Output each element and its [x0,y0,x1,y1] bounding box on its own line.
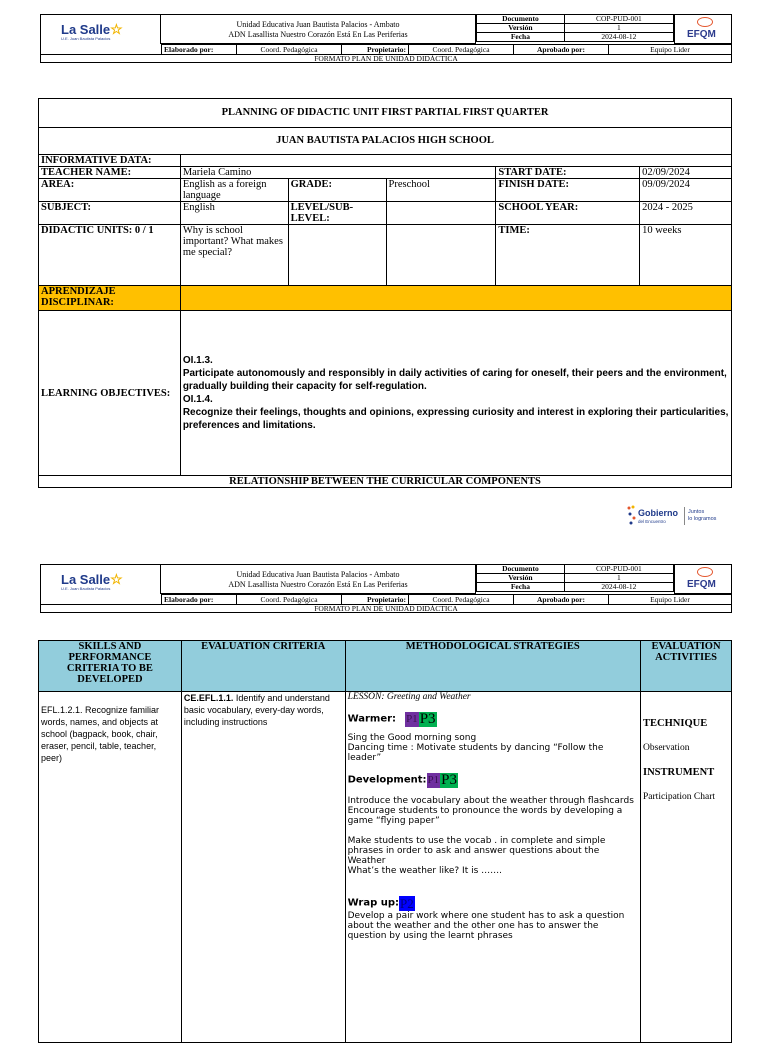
development-label: Development: [347,774,427,786]
area-value: English as a foreign language [180,179,288,202]
development-line: What’s the weather like? It is ……. [347,866,503,876]
blank-cell [41,45,162,55]
start-date-label: START DATE: [496,167,640,179]
document-meta [476,564,674,592]
criteria-code: CE.EFL.1.1. [183,693,234,703]
gobierno-name: Gobierno [638,508,678,518]
learning-objectives-label: LEARNING OBJECTIVES: [39,311,181,476]
aprobado-value: Equipo Lider [609,45,732,55]
institution-line2: ADN Lasallista Nuestro Corazón Está En Las Periferias [228,30,408,39]
subject-label: SUBJECT: [39,202,181,225]
meta-value: COP-PUD-001 [564,15,673,24]
meta-value: COP-PUD-001 [564,565,673,574]
divider [684,507,685,525]
p1-badge: P1 [406,713,418,725]
aprobado-value: Equipo Lider [609,595,732,605]
warmer-heading [348,712,638,727]
informative-label: INFORMATIVE DATA: [39,155,181,167]
relationship-title: RELATIONSHIP BETWEEN THE CURRICULAR COMPONENTS [39,476,732,488]
star-icon: ☆ [110,571,123,587]
didactic-units-label: DIDACTIC UNITS: 0 / 1 [39,225,181,286]
start-date-value: 02/09/2024 [640,167,732,179]
efqm-logo [674,564,732,594]
wrapup-label: Wrap up: [347,897,400,909]
finish-date-label: FINISH DATE: [496,179,640,202]
skills-table [38,640,732,1043]
objective-code: OI.1.4. [182,394,213,405]
grade-label: GRADE: [288,179,386,202]
gobierno-logo [624,502,730,532]
p2-badge: P2 [400,896,414,911]
meta-value: 2024-08-12 [564,33,673,42]
meta-label: Fecha [477,33,565,42]
plan-title: PLANNING OF DIDACTIC UNIT FIRST PARTIAL FIRST QUARTER [39,99,732,128]
blank-cell [41,595,162,605]
meta-value: 1 [564,574,673,583]
header-skills: SKILLS AND PERFORMANCE CRITERIA TO BE DEVELOPED [39,641,182,692]
logo-subtitle: U.E. Juan Bautista Palacios [61,36,111,41]
propietario-label: Propietario: [342,595,409,605]
institution-line1: Unidad Educativa Juan Bautista Palacios - Ambato [236,570,400,579]
blank-cell [386,225,496,286]
efqm-logo [674,14,732,44]
wrapup-heading [348,896,638,911]
criteria-cell [181,692,345,1043]
efqm-icon [697,567,713,577]
propietario-value: Coord. Pedagógica [409,45,514,55]
meta-label: Documento [477,565,565,574]
teacher-label: TEACHER NAME: [39,167,181,179]
elaborado-label: Elaborado por: [162,595,237,605]
aprendizaje-label: APRENDIZAJE DISCIPLINAR: [39,286,181,311]
learning-objectives-value [180,311,731,476]
p3-badge: P3 [441,772,457,788]
blank-cell [288,225,386,286]
meta-value: 2024-08-12 [564,583,673,592]
warmer-label: Warmer: [347,713,397,725]
level-value [386,202,496,225]
development-heading [348,773,638,788]
school-year-label: SCHOOL YEAR: [496,202,640,225]
aprobado-label: Aprobado por: [514,45,609,55]
strategies-cell [345,692,640,1043]
development-line: Encourage students to pronounce the words by developing a game “flying paper” [347,806,623,826]
technique-label: TECHNIQUE [643,718,708,729]
didactic-units-value: Why is school important? What makes me special? [180,225,288,286]
planning-table [38,98,732,488]
blank-cell [180,155,731,167]
star-icon: ☆ [110,21,123,37]
document-meta [476,14,674,42]
header-activities: EVALUATION ACTIVITIES [641,641,732,692]
development-line: Make students to use the vocab . in complete and simple phrases in order to ask and answer questions about the Weather [347,836,606,866]
document-header [40,14,732,64]
warmer-line: Dancing time : Motivate students by dancing “Follow the leader” [347,743,604,763]
lasalle-logo [40,14,161,45]
activities-cell [641,692,732,1043]
instrument-label: INSTRUMENT [643,767,715,778]
objective-text: Participate autonomously and responsibly in daily activities of caring for oneself, their peers and the environment, gradually building their capacity for self-regulation. [182,368,727,392]
school-name: JUAN BAUTISTA PALACIOS HIGH SCHOOL [39,128,732,155]
logo-subtitle: U.E. Juan Bautista Palacios [61,586,111,591]
efqm-text: EFQM [687,29,716,40]
p3-badge: P3 [419,711,436,727]
school-year-value: 2024 - 2025 [640,202,732,225]
development-line: Introduce the vocabulary about the weather through flashcards [347,796,634,806]
propietario-label: Propietario: [342,45,409,55]
format-title: FORMATO PLAN DE UNIDAD DIDÁCTICA [40,604,732,613]
time-label: TIME: [496,225,640,286]
logo-text: La Salle☆ [61,571,123,587]
warmer-line: Sing the Good morning song [347,733,477,743]
header-strategies: METHODOLOGICAL STRATEGIES [345,641,640,692]
objective-code: OI.1.3. [182,355,213,366]
criteria-text: Identify and understand basic vocabulary, every-day words, including instructions [183,693,330,727]
elaborado-label: Elaborado por: [162,45,237,55]
efqm-icon [697,17,713,27]
propietario-value: Coord. Pedagógica [409,595,514,605]
gobierno-sub: del Encuentro [638,519,666,524]
lesson-title: LESSON: Greeting and Weather [347,692,471,702]
p1-badge: P1 [427,774,440,786]
time-value: 10 weeks [640,225,732,286]
elaborado-value: Coord. Pedagógica [237,45,342,55]
aprobado-label: Aprobado por: [514,595,609,605]
meta-label: Versión [477,574,565,583]
meta-label: Documento [477,15,565,24]
area-label: AREA: [39,179,181,202]
subject-value: English [180,202,288,225]
level-label: LEVEL/SUB-LEVEL: [288,202,386,225]
institution-line1: Unidad Educativa Juan Bautista Palacios - Ambato [236,20,400,29]
institution-name [160,564,476,594]
technique-value: Observation [643,743,690,753]
header-criteria: EVALUATION CRITERIA [181,641,345,692]
grade-value: Preschool [386,179,496,202]
aprendizaje-value [180,286,731,311]
finish-date-value: 09/09/2024 [640,179,732,202]
wrapup-text: Develop a pair work where one student has to ask a question about the weather and the other one has to answer the question by using the learnt phrases [347,911,625,941]
gobierno-icon [626,504,638,528]
elaborado-value: Coord. Pedagógica [237,595,342,605]
meta-label: Fecha [477,583,565,592]
logo-text: La Salle☆ [61,21,123,37]
format-title: FORMATO PLAN DE UNIDAD DIDÁCTICA [40,54,732,63]
slogan-line1: Juntos [688,509,705,515]
skill-cell: EFL.1.2.1. Recognize familiar words, names, and objects at school (bagpack, book, chair, eraser, pencil, table, teacher, peer) [39,692,182,1043]
teacher-value: Mariela Camino [180,167,496,179]
institution-line2: ADN Lasallista Nuestro Corazón Está En Las Periferias [228,580,408,589]
document-header [40,564,732,614]
meta-value: 1 [564,24,673,33]
institution-name [160,14,476,44]
instrument-value: Participation Chart [643,792,716,802]
meta-label: Versión [477,24,565,33]
objective-text: Recognize their feelings, thoughts and opinions, expressing curiosity and interest in exploring their particularities, preferences and limitations. [182,407,729,431]
slogan-line2: lo logramos [688,516,717,522]
efqm-text: EFQM [687,579,716,590]
lasalle-logo [40,564,161,595]
